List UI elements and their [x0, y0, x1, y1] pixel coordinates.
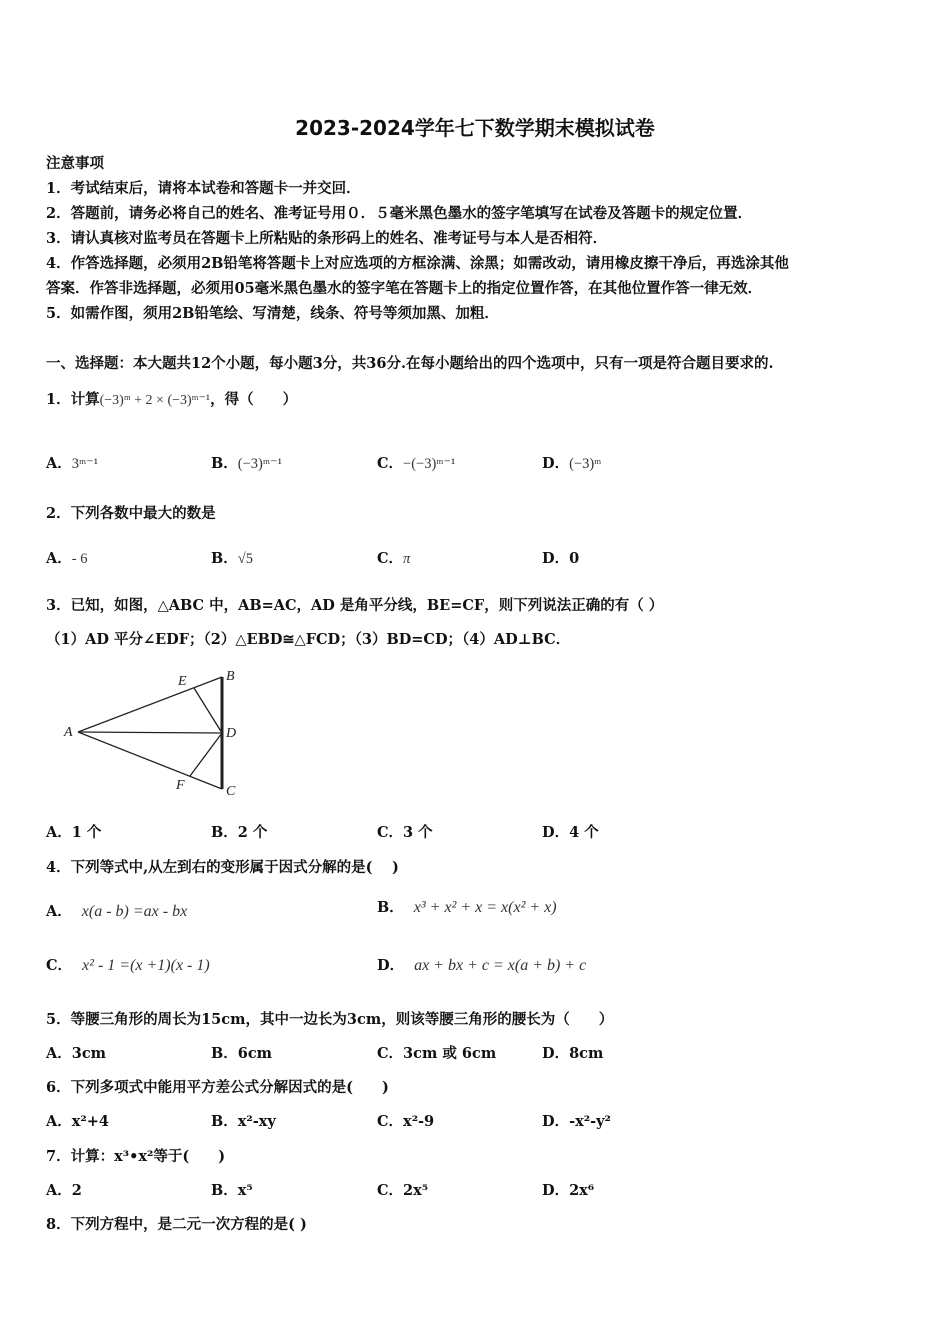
option-label: D．: [542, 455, 570, 472]
q1-stem-suffix: ，得（ ）: [210, 391, 298, 408]
question-3-stem: 3．已知，如图，△ABC 中，AB=AC，AD 是角平分线，BE=CF，则下列说法正确的有（ ）: [46, 597, 664, 614]
option-label: B．: [211, 1045, 238, 1062]
question-7-stem: 7．计算：x³•x²等于( ): [46, 1148, 226, 1165]
note-item: 3．请认真核对监考员在答题卡上所粘贴的条形码上的姓名、准考证号与本人是否相符．: [46, 230, 608, 247]
option-value: 3cm: [71, 1045, 107, 1062]
q7-option-a[interactable]: [46, 1179, 82, 1200]
option-value: x²-xy: [237, 1113, 276, 1130]
option-value: 8cm: [569, 1045, 604, 1062]
option-value: −(−3)ᵐ⁻¹: [403, 456, 456, 472]
q6-option-b[interactable]: [211, 1110, 276, 1131]
option-label: B．: [377, 899, 404, 916]
option-label: C．: [377, 1113, 404, 1130]
q4-option-b[interactable]: [377, 896, 557, 917]
q4-option-d[interactable]: [377, 954, 586, 975]
option-label: C．: [377, 1182, 404, 1199]
note-item: 4．作答选择题，必须用2B铅笔将答题卡上对应选项的方框涂满、涂黑；如需改动，请用橡皮擦干净后，再选涂其他: [46, 255, 789, 272]
q6-option-a[interactable]: [46, 1110, 109, 1131]
question-2-stem: 2．下列各数中最大的数是: [46, 505, 216, 522]
option-value: 6cm: [237, 1045, 273, 1062]
label-d: D: [226, 726, 237, 741]
option-value: x⁵: [237, 1182, 253, 1199]
option-label: D．: [542, 1182, 570, 1199]
note-item: 2．答题前，请务必将自己的姓名、准考证号用０．５毫米黑色墨水的签字笔填写在试卷及答题卡的规定位置．: [46, 205, 753, 222]
q4-option-c[interactable]: [46, 954, 210, 975]
q2-option-a[interactable]: [46, 547, 87, 568]
q3-option-a[interactable]: [46, 821, 101, 842]
q1-expression: (−3)ᵐ + 2 × (−3)ᵐ⁻¹: [99, 393, 211, 408]
section-heading: 一、选择题：本大题共12个小题，每小题3分，共36分.在每小题给出的四个选项中，只有一项是符合题目要求的.: [46, 355, 774, 372]
segment-ab: [78, 677, 222, 732]
option-value: 3 个: [403, 824, 433, 841]
option-label: C．: [377, 550, 404, 567]
segment-ac: [78, 732, 222, 789]
label-a: A: [64, 725, 73, 740]
q7-option-b[interactable]: [211, 1179, 253, 1200]
option-value: -x²-y²: [569, 1113, 611, 1130]
q2-option-d[interactable]: [542, 547, 579, 568]
option-value: 4 个: [569, 824, 599, 841]
option-label: A．: [46, 455, 72, 472]
option-label: A．: [46, 1045, 72, 1062]
option-value: x² - 1 =(x +1)(x - 1): [82, 957, 210, 974]
option-value: (−3)ᵐ: [569, 456, 602, 472]
q5-option-a[interactable]: [46, 1042, 106, 1063]
q5-option-d[interactable]: [542, 1042, 603, 1063]
notes-heading: 注意事项: [46, 155, 104, 172]
question-4-stem: 4．下列等式中,从左到右的变形属于因式分解的是( ): [46, 859, 399, 876]
option-label: B．: [211, 550, 238, 567]
q2-option-c[interactable]: [377, 547, 410, 568]
option-value: x²+4: [71, 1113, 109, 1130]
segment-fd: [190, 733, 222, 776]
option-value: ax + bx + c = x(a + b) + c: [414, 957, 587, 974]
q2-option-b[interactable]: [211, 547, 253, 568]
option-label: B．: [211, 1182, 238, 1199]
q6-option-c[interactable]: [377, 1110, 434, 1131]
question-5-stem: 5．等腰三角形的周长为15cm，其中一边长为3cm，则该等腰三角形的腰长为（ ）: [46, 1011, 614, 1028]
option-label: B．: [211, 824, 238, 841]
option-label: A．: [46, 550, 72, 567]
option-value: 2: [71, 1182, 82, 1199]
option-value: x(a - b) =ax - bx: [81, 903, 188, 920]
option-value: (−3)ᵐ⁻¹: [237, 456, 282, 472]
option-value: π: [403, 551, 411, 567]
option-label: D．: [542, 1113, 570, 1130]
label-f: F: [176, 778, 185, 793]
segment-ed: [194, 688, 222, 733]
option-value: 3cm 或 6cm: [403, 1045, 497, 1062]
option-value: 0: [569, 550, 580, 567]
question-3-statements: （1）AD 平分∠EDF；（2）△EBD≅△FCD；（3）BD=CD；（4）AD⊥BC．: [46, 631, 571, 648]
q7-option-d[interactable]: [542, 1179, 594, 1200]
option-value: - 6: [71, 551, 88, 567]
label-c: C: [226, 784, 236, 799]
option-label: C．: [377, 824, 404, 841]
note-item: 5．如需作图，须用2B铅笔绘、写清楚，线条、符号等须加黑、加粗．: [46, 305, 499, 322]
q5-option-c[interactable]: [377, 1042, 496, 1063]
option-value: x³ + x² + x = x(x² + x): [413, 899, 557, 916]
option-value: √5: [237, 551, 253, 567]
option-value: 3ᵐ⁻¹: [71, 456, 99, 472]
option-label: D．: [542, 550, 570, 567]
page-title: 2023-2024学年七下数学期末模拟试卷: [295, 116, 655, 140]
q1-option-b[interactable]: [211, 452, 282, 473]
q3-option-b[interactable]: [211, 821, 267, 842]
triangle-figure: [60, 665, 250, 805]
option-label: D．: [377, 957, 405, 974]
note-item: 答案．作答非选择题，必须用05毫米黑色墨水的签字笔在答题卡上的指定位置作答，在其他位置作答一律无效．: [46, 280, 763, 297]
option-value: 1 个: [71, 824, 102, 841]
q4-option-a[interactable]: [46, 900, 187, 921]
option-label: B．: [211, 1113, 238, 1130]
option-label: D．: [542, 824, 570, 841]
option-label: B．: [211, 455, 238, 472]
option-value: 2 个: [237, 824, 268, 841]
option-label: A．: [46, 824, 72, 841]
option-label: C．: [46, 957, 73, 974]
option-label: C．: [377, 1045, 404, 1062]
segment-ad: [78, 732, 222, 733]
q1-option-a[interactable]: [46, 452, 98, 473]
option-value: 2x⁶: [569, 1182, 595, 1199]
q1-option-c[interactable]: [377, 452, 455, 473]
option-label: A．: [46, 1113, 72, 1130]
question-1-stem: [46, 388, 297, 409]
q6-option-d[interactable]: [542, 1110, 611, 1131]
option-value: 2x⁵: [403, 1182, 429, 1199]
option-label: C．: [377, 455, 404, 472]
label-e: E: [178, 674, 187, 689]
q1-stem-prefix: 1．计算: [46, 391, 100, 408]
option-label: D．: [542, 1045, 570, 1062]
option-label: A．: [46, 1182, 72, 1199]
option-label: A．: [46, 903, 72, 920]
q1-option-d[interactable]: [542, 452, 601, 473]
option-value: x²-9: [403, 1113, 435, 1130]
q5-option-b[interactable]: [211, 1042, 272, 1063]
q7-option-c[interactable]: [377, 1179, 428, 1200]
label-b: B: [226, 669, 235, 684]
q3-option-c[interactable]: [377, 821, 433, 842]
question-8-stem: 8．下列方程中，是二元一次方程的是( ): [46, 1216, 307, 1233]
note-item: 1．考试结束后，请将本试卷和答题卡一并交回．: [46, 180, 361, 197]
q3-option-d[interactable]: [542, 821, 599, 842]
question-6-stem: 6．下列多项式中能用平方差公式分解因式的是( ): [46, 1079, 389, 1096]
